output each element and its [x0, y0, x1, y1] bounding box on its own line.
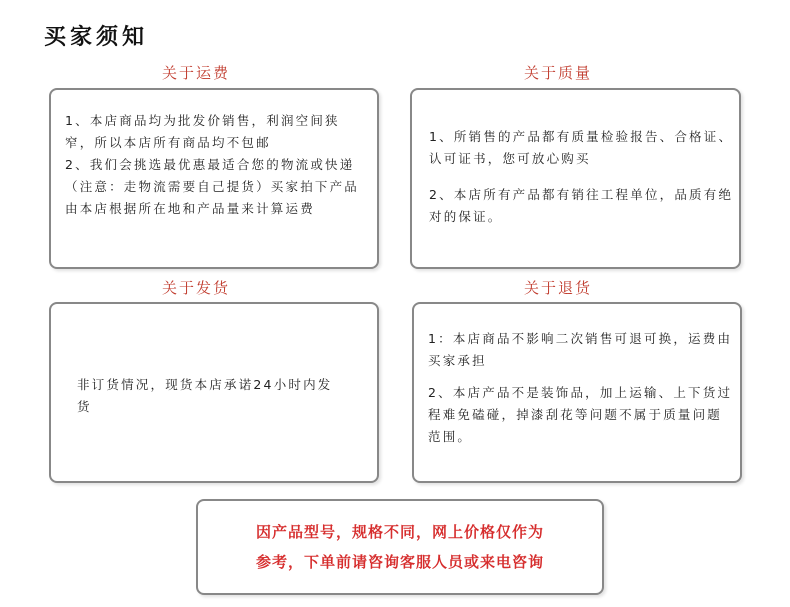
price-notice-content	[204, 517, 596, 577]
section-title-delivery: 关于发货	[162, 279, 231, 297]
section-title-quality: 关于质量	[524, 64, 593, 82]
quality-paragraph-2: 2、本店所有产品都有销往工程单位，品质有绝对的保证。	[429, 187, 734, 224]
shipping-fee-box	[49, 88, 379, 269]
quality-paragraph-1: 1、所销售的产品都有质量检验报告、合格证、认可证书，您可放心购买	[429, 129, 734, 166]
returns-paragraph-2: 2、本店产品不是装饰品，加上运输、上下货过程难免磕碰，掉漆刮花等问题不属于质量问题范围。	[428, 385, 733, 444]
quality-box	[410, 88, 741, 269]
page-title: 买家须知	[44, 24, 149, 50]
delivery-content	[77, 374, 333, 418]
delivery-paragraph-1: 非订货情况，现货本店承诺24小时内发货	[77, 377, 333, 414]
delivery-box	[49, 302, 379, 483]
quality-content	[429, 126, 734, 228]
shipping-fee-paragraph-1: 1、本店商品均为批发价销售，利润空间狭窄，所以本店所有商品均不包邮	[65, 113, 340, 150]
returns-box	[412, 302, 742, 483]
returns-paragraph-1: 1：本店商品不影响二次销售可退可换，运费由买家承担	[428, 331, 733, 368]
price-notice-box	[196, 499, 604, 595]
shipping-fee-paragraph-2: 2、我们会挑选最优惠最适合您的物流或快递（注意：走物流需要自己提货）买家拍下产品由本店根据所在地和产品量来计算运费	[65, 157, 360, 216]
shipping-fee-content	[65, 110, 365, 220]
returns-content	[428, 328, 733, 448]
section-title-shipping-fee: 关于运费	[162, 64, 231, 82]
price-notice-line-1: 因产品型号，规格不同，网上价格仅作为	[255, 523, 544, 541]
price-notice-line-2: 参考，下单前请咨询客服人员或来电咨询	[255, 553, 544, 571]
section-title-returns: 关于退货	[524, 279, 593, 297]
